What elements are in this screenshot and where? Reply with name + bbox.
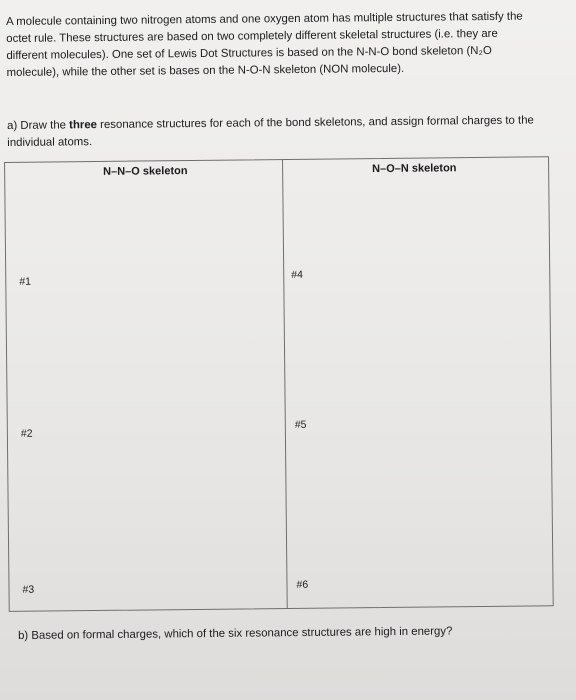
intro-line-4: molecule), while the other set is bases on the N-O-N skeleton (NON molecule). xyxy=(6,62,405,79)
intro-line-1: A molecule containing two nitrogen atoms and one oxygen atom has multiple structures that satisfy the xyxy=(6,10,523,28)
header-nno-skeleton: N–N–O skeleton xyxy=(103,165,188,178)
question-b: b) Based on formal charges, which of the six resonance structures are high in energy? xyxy=(18,625,453,642)
structure-label-1: #1 xyxy=(19,275,32,288)
intro-line-3: different molecules). One set of Lewis Dot Structures is based on the N-N-O bond skeleton (N₂O xyxy=(6,44,492,62)
answer-table-border xyxy=(4,156,554,612)
intro-line-2: octet rule. These structures are based on two completely different skeletal structures (i.e. they are xyxy=(6,27,498,45)
header-non-skeleton: N–O–N skeleton xyxy=(372,162,457,176)
structure-label-5: #5 xyxy=(294,418,307,431)
structure-label-3: #3 xyxy=(22,583,35,596)
structure-label-4: #4 xyxy=(291,268,303,281)
answer-table xyxy=(0,152,565,618)
structure-label-6: #6 xyxy=(296,578,309,591)
question-a-line-2: individual atoms. xyxy=(7,136,93,149)
question-a-prefix: a) Draw the xyxy=(7,119,70,132)
question-a-rest: resonance structures for each of the bond skeletons, and assign formal charges to the xyxy=(96,114,534,132)
question-a-emphasis: three xyxy=(69,119,98,132)
question-a xyxy=(7,112,555,152)
structure-label-2: #2 xyxy=(20,427,33,440)
intro-paragraph xyxy=(6,8,555,82)
